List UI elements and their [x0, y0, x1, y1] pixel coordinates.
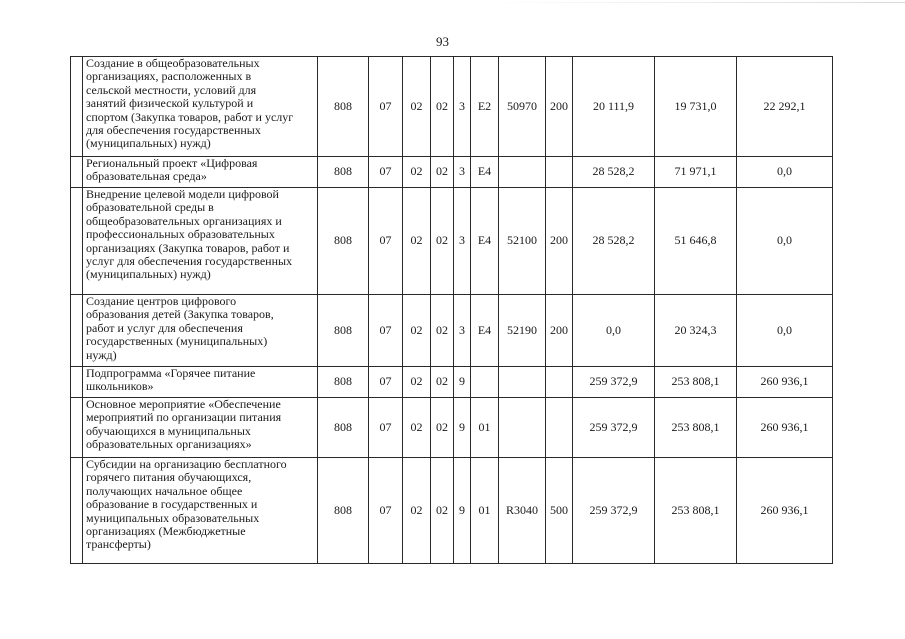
budget-table	[70, 56, 833, 564]
cell-ved: 808	[318, 188, 369, 295]
cell-csr: 52190	[499, 295, 546, 367]
row-name: Региональный проект «Цифровая образовательная среда»	[83, 157, 318, 188]
cell-event: E4	[471, 295, 499, 367]
cell-year-1: 28 528,2	[573, 188, 655, 295]
cell-subprogram: 3	[454, 57, 471, 157]
cell-year-1: 259 372,9	[573, 367, 655, 398]
row-marker-cell	[71, 188, 83, 295]
cell-event: 01	[471, 398, 499, 458]
cell-year-1: 28 528,2	[573, 157, 655, 188]
cell-year-3: 260 936,1	[737, 458, 833, 564]
cell-event: E4	[471, 188, 499, 295]
cell-pr: 02	[403, 57, 431, 157]
row-marker-cell	[71, 295, 83, 367]
cell-pr: 02	[403, 295, 431, 367]
row-name: Основное мероприятие «Обеспечение мероприятий по организации питания обучающихся в муниципальных образовательных организациях»	[83, 398, 318, 458]
cell-rz: 07	[369, 458, 403, 564]
cell-program: 02	[431, 398, 454, 458]
table-row	[71, 188, 833, 295]
cell-vr: 500	[546, 458, 573, 564]
cell-subprogram: 3	[454, 188, 471, 295]
cell-year-2: 71 971,1	[655, 157, 737, 188]
cell-year-3: 260 936,1	[737, 398, 833, 458]
cell-year-3: 0,0	[737, 188, 833, 295]
cell-year-3: 0,0	[737, 157, 833, 188]
cell-rz: 07	[369, 188, 403, 295]
cell-vr	[546, 157, 573, 188]
cell-event: E4	[471, 157, 499, 188]
cell-subprogram: 9	[454, 367, 471, 398]
cell-ved: 808	[318, 295, 369, 367]
row-name: Создание в общеобразовательных организациях, расположенных в сельской местности, условий для занятий физической культурой и спортом (Закупка товаров, работ и услуг для обеспечения государственных (муниципальных) нужд)	[83, 57, 318, 157]
cell-year-1: 259 372,9	[573, 398, 655, 458]
cell-program: 02	[431, 188, 454, 295]
cell-event: 01	[471, 458, 499, 564]
row-name: Создание центров цифрового образования детей (Закупка товаров, работ и услуг для обеспечения государственных (муниципальных) нужд)	[83, 295, 318, 367]
cell-csr: R3040	[499, 458, 546, 564]
budget-table-body	[71, 57, 833, 564]
cell-subprogram: 3	[454, 295, 471, 367]
cell-pr: 02	[403, 188, 431, 295]
cell-year-2: 20 324,3	[655, 295, 737, 367]
cell-subprogram: 9	[454, 398, 471, 458]
cell-year-2: 253 808,1	[655, 458, 737, 564]
cell-ved: 808	[318, 57, 369, 157]
table-row	[71, 157, 833, 188]
table-row	[71, 458, 833, 564]
page-number: 93	[436, 34, 449, 49]
cell-pr: 02	[403, 157, 431, 188]
cell-year-2: 19 731,0	[655, 57, 737, 157]
cell-year-2: 51 646,8	[655, 188, 737, 295]
cell-ved: 808	[318, 157, 369, 188]
cell-year-2: 253 808,1	[655, 398, 737, 458]
cell-vr	[546, 398, 573, 458]
cell-subprogram: 3	[454, 157, 471, 188]
table-row	[71, 57, 833, 157]
cell-program: 02	[431, 57, 454, 157]
cell-vr: 200	[546, 295, 573, 367]
cell-year-1: 0,0	[573, 295, 655, 367]
cell-year-3: 0,0	[737, 295, 833, 367]
table-row	[71, 398, 833, 458]
row-marker-cell	[71, 398, 83, 458]
cell-csr	[499, 367, 546, 398]
cell-rz: 07	[369, 57, 403, 157]
scan-edge-mark	[485, 2, 905, 3]
cell-year-1: 20 111,9	[573, 57, 655, 157]
cell-csr: 52100	[499, 188, 546, 295]
cell-event	[471, 367, 499, 398]
cell-vr: 200	[546, 188, 573, 295]
table-row	[71, 295, 833, 367]
cell-rz: 07	[369, 398, 403, 458]
row-name: Подпрограмма «Горячее питание школьников»	[83, 367, 318, 398]
cell-csr	[499, 398, 546, 458]
row-marker-cell	[71, 57, 83, 157]
cell-program: 02	[431, 458, 454, 564]
cell-csr	[499, 157, 546, 188]
cell-pr: 02	[403, 458, 431, 564]
cell-year-2: 253 808,1	[655, 367, 737, 398]
cell-rz: 07	[369, 157, 403, 188]
cell-rz: 07	[369, 367, 403, 398]
cell-pr: 02	[403, 398, 431, 458]
cell-subprogram: 9	[454, 458, 471, 564]
cell-year-1: 259 372,9	[573, 458, 655, 564]
row-marker-cell	[71, 157, 83, 188]
cell-vr	[546, 367, 573, 398]
cell-ved: 808	[318, 367, 369, 398]
cell-year-3: 260 936,1	[737, 367, 833, 398]
cell-csr: 50970	[499, 57, 546, 157]
row-marker-cell	[71, 458, 83, 564]
cell-program: 02	[431, 295, 454, 367]
cell-pr: 02	[403, 367, 431, 398]
table-row	[71, 367, 833, 398]
cell-program: 02	[431, 157, 454, 188]
row-marker-cell	[71, 367, 83, 398]
cell-ved: 808	[318, 458, 369, 564]
cell-rz: 07	[369, 295, 403, 367]
cell-event: E2	[471, 57, 499, 157]
row-name: Субсидии на организацию бесплатного горячего питания обучающихся, получающих начальное общее образование в государственных и муниципальных образовательных организациях (Межбюджетные трансферты)	[83, 458, 318, 564]
row-name: Внедрение целевой модели цифровой образовательной среды в общеобразовательных организациях и профессиональных образовательных организациях (Закупка товаров, работ и услуг для обеспечения государственных (муниципальных) нужд)	[83, 188, 318, 295]
cell-vr: 200	[546, 57, 573, 157]
cell-program: 02	[431, 367, 454, 398]
cell-ved: 808	[318, 398, 369, 458]
cell-year-3: 22 292,1	[737, 57, 833, 157]
